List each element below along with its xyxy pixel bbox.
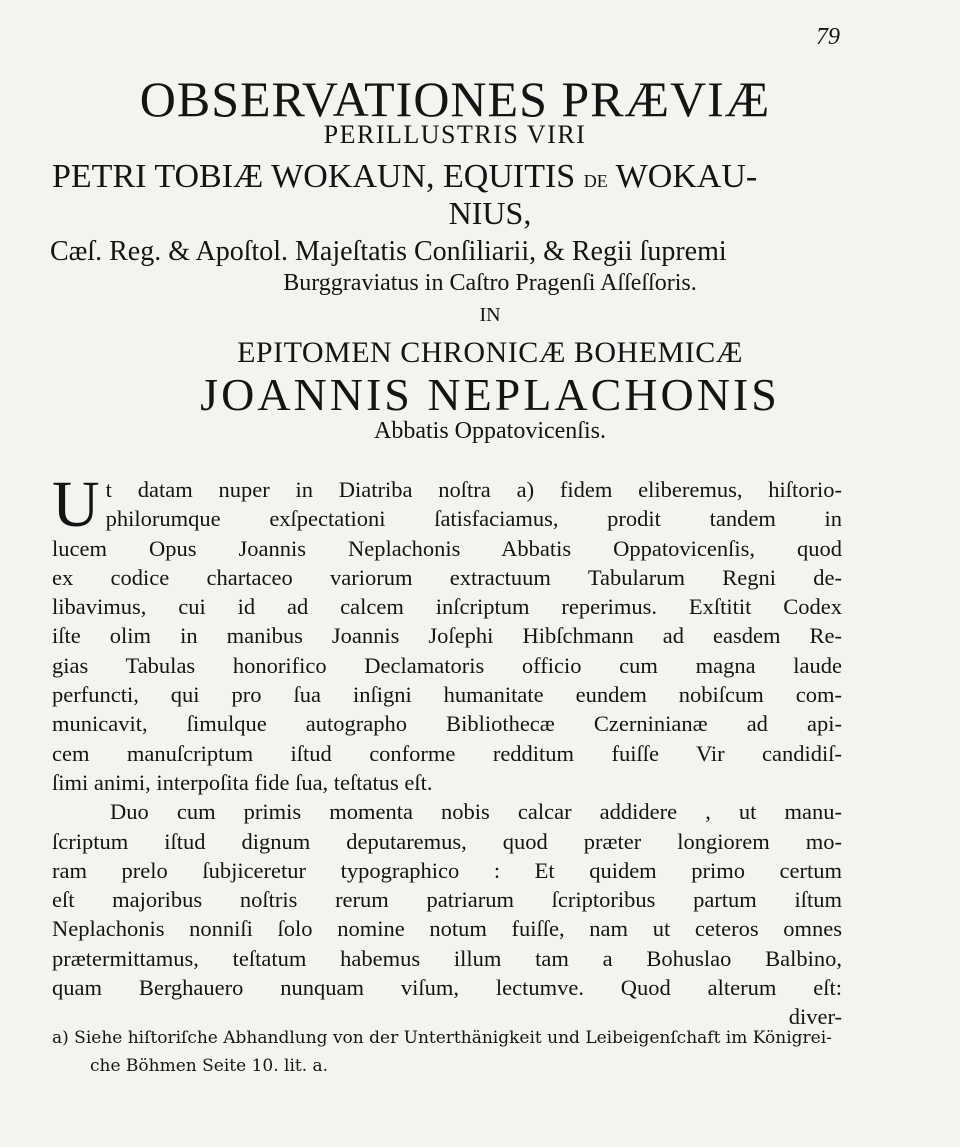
body-text	[52, 468, 842, 1032]
text-line: perfuncti, qui pro ſua inſigni humanitate eundem nobiſcum com-	[52, 682, 842, 708]
page-number: 79	[816, 24, 840, 50]
title-line-burggraviatus: Burggraviatus in Caſtro Pragenſi Aſſeſſoris.	[283, 270, 697, 296]
title-line-abbatis: Abbatis Oppatovicenſis.	[374, 418, 606, 444]
text-line: ſimi animi, interpoſita fide ſua, teſtatus eſt.	[52, 769, 433, 795]
main-title: OBSERVATIONES PRÆVIÆ	[139, 71, 771, 127]
author-surname: WOKAU-	[607, 158, 758, 195]
text-line: t datam nuper in Diatriba noſtra a) fidem eliberemus, hiſtorio-	[105, 477, 842, 502]
title-line-epitome: EPITOMEN CHRONICÆ BOHEMICÆ	[237, 336, 743, 369]
text-line: Duo cum primis momenta nobis calcar addidere , ut manu-	[110, 799, 842, 825]
drop-cap: U	[52, 468, 100, 541]
text-line: libavimus, cui id ad calcem inſcriptum reperimus. Exſtitit Codex	[52, 594, 842, 620]
footnote-line: a) Siehe hiſtoriſche Abhandlung von der Unterthänigkeit und Leibeigenſchaft im Königrei-	[52, 1028, 832, 1048]
title-line-office: Cæſ. Reg. & Apoſtol. Majeſtatis Conſiliarii, & Regii ſupremi	[50, 236, 727, 267]
text-line: quam Berghauero nunquam viſum, lectumve. Quod alterum eſt:	[52, 975, 842, 1001]
footnote-line: che Böhmen Seite 10. lit. a.	[90, 1056, 329, 1076]
text-line: lucem Opus Joannis Neplachonis Abbatis Oppatovicenſis, quod	[52, 535, 842, 561]
text-line: prætermittamus, teſtatum habemus illum tam a Bohuslao Balbino,	[52, 945, 842, 971]
author-name: PETRI TOBIÆ WOKAUN, EQUITIS	[52, 158, 584, 195]
title-line-author-chronicle: JOANNIS NEPLACHONIS	[200, 369, 780, 420]
text-line: iſte olim in manibus Joannis Joſephi Hibſchmann ad easdem Re-	[52, 623, 842, 649]
title-line-in: IN	[479, 304, 501, 326]
text-line: philorumque exſpectationi ſatisfaciamus, prodit tandem in	[105, 506, 842, 532]
footnote	[52, 1024, 852, 1080]
author-de: DE	[583, 171, 608, 191]
text-line: eſt majoribus noſtris rerum patriarum ſcriptoribus partum iſtum	[52, 887, 842, 913]
paragraph-1	[52, 468, 842, 797]
text-line: municavit, ſimulque autographo Bibliothecæ Czerninianæ ad api-	[52, 711, 842, 737]
title-line-perillustris: PERILLUSTRIS VIRI	[323, 120, 587, 149]
text-line: Neplachonis nonniſi ſolo nomine notum fuiſſe, nam ut ceteros omnes	[52, 916, 842, 942]
text-line: ſcriptum iſtud dignum deputaremus, quod præter longiorem mo-	[52, 828, 842, 854]
text-line: ex codice chartaceo variorum extractuum Tabularum Regni de-	[52, 564, 842, 590]
paragraph-2	[52, 797, 842, 1031]
catchword: diver-	[788, 1004, 842, 1030]
text-line: ram prelo ſubjiceretur typographico : Et quidem primo certum	[52, 857, 842, 883]
text-line: cem manuſcriptum iſtud conforme redditum fuiſſe Vir candidiſ-	[52, 740, 842, 766]
text-line: gias Tabulas honorifico Declamatoris officio cum magna laude	[52, 652, 842, 678]
title-line-nius: NIUS,	[448, 195, 532, 231]
title-line-author	[52, 158, 912, 196]
